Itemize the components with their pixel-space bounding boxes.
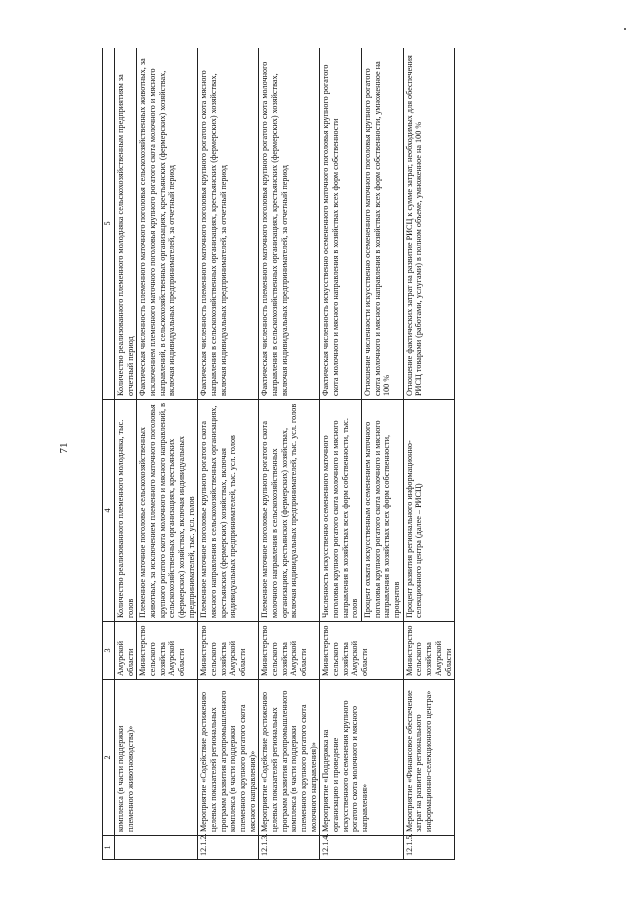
indicator-name: Численность искусственно осемененного маточного поголовья крупного рогатого скота молочного и мясного направления в хозяйствах всех форм собственности, тыс. голов	[320, 400, 362, 622]
row-number: 12.1.5.	[403, 836, 454, 860]
indicator-method: Отношение фактических затрат на развитие РИСЦ к сумме затрат, необходимых для обеспечения РИСЦ товарами (работами, услугами) в полном объеме, умноженное на 100 %	[403, 48, 454, 400]
indicator-method: Отношение численности искусственно осемененного маточного поголовья крупного рогатого скота молочного и мясного направления в хозяйствах всех форм собственности, умноженное на 100 %	[362, 48, 404, 400]
indicator-method: Фактическая численность племенного маточного поголовья крупного рогатого скота молочного направления в сельскохозяйственных организациях, крестьянских (фермерских) хозяйствах, включая индивидуальных предпринимателей, за отчетный период	[259, 48, 320, 400]
event-cell: Мероприятие «Поддержка на организацию и проведение искусственного осеменения крупного рогатого скота молочного и мясного направления»	[320, 680, 403, 836]
event-cell: Мероприятие «Содействие достижению целевых показателей региональных программ развития агропромышленного комплекса (в части поддержки племенного крупного рогатого скота мясного направления)»	[198, 680, 259, 836]
indicators-table	[102, 48, 455, 860]
table-row	[320, 48, 362, 860]
scan-speck	[624, 28, 626, 30]
indicator-name: Племенное маточное поголовье сельскохозяйственных животных, за исключением племенного маточного поголовья крупного рогатого скота молочного и мясного направлений, в сельскохозяйственных организациях, крестьянских (фермерских) хозяйствах, включая индивидуальных предпринимателей, тыс. усл. голов	[137, 400, 198, 622]
table-row	[115, 48, 137, 860]
page-number: 71	[58, 442, 70, 454]
indicator-name: Количество реализованного племенного молодняка, тыс. голов	[115, 400, 137, 622]
executor-cell: Министерство сельского хозяйства Амурской области	[320, 622, 403, 680]
indicator-name: Племенное маточное поголовье крупного рогатого скота молочного направления в сельскохозяйственных организациях, крестьянских (фермерских) хозяйствах, включая индивидуальных предпринимателей, тыс. усл. голов	[259, 400, 320, 622]
executor-cell: Амурской области	[115, 622, 137, 680]
header-cell-3: 3	[103, 622, 115, 680]
header-cell-1: 1	[103, 836, 115, 860]
row-number: 12.1.2.	[198, 836, 259, 860]
row-number	[115, 836, 198, 860]
header-cell-4: 4	[103, 400, 115, 622]
executor-cell: Министерство сельского хозяйства Амурской области	[259, 622, 320, 680]
event-cell: Мероприятие «Содействие достижению целевых показателей региональных программ развития агропромышленного комплекса (в части поддержки племенного крупного рогатого скота молочного направления)»	[259, 680, 320, 836]
header-cell-5: 5	[103, 48, 115, 400]
executor-cell: Министерство сельского хозяйства Амурской области	[137, 622, 198, 680]
header-row	[103, 48, 115, 860]
indicator-method: Фактическая численность племенного маточного поголовья крупного рогатого скота мясного направления в сельскохозяйственных организациях, крестьянских (фермерских) хозяйствах, включая индивидуальных предпринимателей, за отчетный период	[198, 48, 259, 400]
event-cell: Мероприятие «Финансовое обеспечение затрат на развитие регионального информационно-селекционного центра»	[403, 680, 454, 836]
indicator-method: Фактическая численность искусственно осемененного маточного поголовья крупного рогатого скота молочного и мясного направления в хозяйствах всех форм собственности	[320, 48, 362, 400]
rotated-table-container	[102, 48, 534, 860]
table-row	[259, 48, 320, 860]
indicator-name: Процент охвата искусственным осеменением маточного поголовья крупного рогатого скота молочного и мясного направления в хозяйствах всех форм собственности, процентов	[362, 400, 404, 622]
row-number: 12.1.4.	[320, 836, 403, 860]
row-number: 12.1.3.	[259, 836, 320, 860]
executor-cell: Министерство сельского хозяйства Амурской области	[198, 622, 259, 680]
table-row	[198, 48, 259, 860]
table-row	[403, 48, 454, 860]
event-cell: комплекса (в части поддержки племенного животноводства)»	[115, 680, 198, 836]
indicator-name: Племенное маточное поголовье крупного рогатого скота мясного направления в сельскохозяйственных организациях, крестьянских (фермерских) хозяйствах, включая индивидуальных предпринимателей, тыс. усл. голов	[198, 400, 259, 622]
executor-cell: Министерство сельского хозяйства Амурской области	[403, 622, 454, 680]
indicator-method: Количество реализованного племенного молодняка сельскохозяйственным предприятиям за отчетный период	[115, 48, 137, 400]
header-cell-2: 2	[103, 680, 115, 836]
document-sheet	[102, 48, 534, 860]
indicator-method: Фактическая численность племенного маточного поголовья сельскохозяйственных животных, за исключением племенного маточного поголовья крупного рогатого скота молочного и мясного направлений, в сельскохозяйственных организациях, крестьянских (фермерских) хозяйствах, включая индивидуальных предпринимателей, за отчетный период	[137, 48, 198, 400]
indicator-name: Процент развития регионального информационно-селекционного центра (далее – РИСЦ)	[403, 400, 454, 622]
